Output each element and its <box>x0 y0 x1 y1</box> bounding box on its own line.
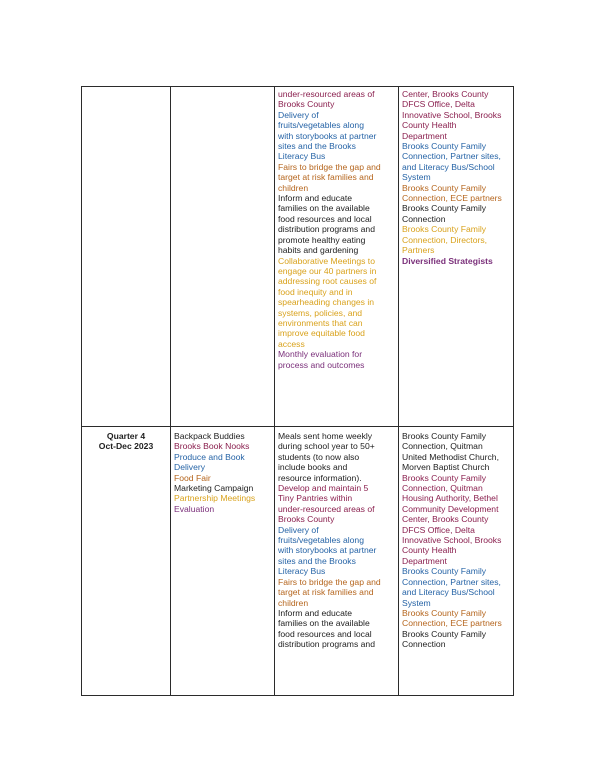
cell-line: Develop and maintain 5 <box>278 483 369 494</box>
program-schedule-table <box>81 86 514 696</box>
cell-line: Inform and educate <box>278 193 353 204</box>
cell-line: Brooks County Family <box>402 472 487 483</box>
cell-line: Fairs to bridge the gap and <box>278 576 381 587</box>
cell-line: Brooks Book Nooks <box>174 441 250 452</box>
cell-line: Connection <box>402 213 446 224</box>
cell-line: resource information). <box>278 472 362 483</box>
cell-line: fruits/vegetables along <box>278 120 364 131</box>
cell-line: Innovative School, Brooks <box>402 535 502 546</box>
cell-line: during school year to 50+ <box>278 441 375 452</box>
cell-line: children <box>278 182 309 193</box>
cell-line: Brooks County Family <box>402 182 487 193</box>
cell-line: fruits/vegetables along <box>278 535 364 546</box>
cell-line: food inequity and in <box>278 286 353 297</box>
cell-line: DFCS Office, Delta <box>402 524 475 535</box>
cell-line: students (to now also <box>278 451 360 462</box>
cell-line: Connection <box>402 639 446 650</box>
partners-cell <box>399 427 514 696</box>
cell-line: Literacy Bus <box>278 566 326 577</box>
cell-line: Brooks County Family <box>402 224 487 235</box>
quarter-dates: Oct-Dec 2023 <box>98 441 154 452</box>
cell-line: food resources and local <box>278 628 372 639</box>
cell-line: Delivery of <box>278 109 319 120</box>
cell-line: Brooks County Family <box>402 203 487 214</box>
cell-line: Marketing Campaign <box>174 483 254 494</box>
cell-line: Delivery of <box>278 524 319 535</box>
cell-line: distribution programs and <box>278 639 375 650</box>
cell-line: System <box>402 172 431 183</box>
cell-line: access <box>278 338 305 349</box>
cell-line: habits and gardening <box>278 245 359 256</box>
cell-line: families on the available <box>278 618 370 629</box>
cell-line: under-resourced areas of <box>278 503 375 514</box>
cell-line: environments that can <box>278 317 363 328</box>
cell-line: Delivery <box>174 462 206 473</box>
cell-line: Brooks County Family <box>402 141 487 152</box>
activities-list <box>278 89 395 370</box>
cell-line: Evaluation <box>174 503 215 514</box>
cell-line: and Literacy Bus/School <box>402 161 495 172</box>
programs-cell-empty <box>171 87 275 427</box>
cell-line: Brooks County <box>278 514 335 525</box>
cell-line: Partnership Meetings <box>174 493 256 504</box>
cell-line: Literacy Bus <box>278 151 326 162</box>
cell-line: Food Fair <box>174 472 211 483</box>
table-row <box>82 427 514 696</box>
table-row <box>82 87 514 427</box>
cell-line: with storybooks at partner <box>278 545 377 556</box>
cell-line: Housing Authority, Bethel <box>402 493 498 504</box>
cell-line: Collaborative Meetings to <box>278 255 375 266</box>
cell-line: with storybooks at partner <box>278 130 377 141</box>
cell-line: under-resourced areas of <box>278 89 375 99</box>
cell-line: families on the available <box>278 203 370 214</box>
cell-line: sites and the Brooks <box>278 141 356 152</box>
partners-cell <box>399 87 514 427</box>
cell-line: Department <box>402 555 447 566</box>
cell-line: sites and the Brooks <box>278 555 356 566</box>
cell-line: Morven Baptist Church <box>402 462 490 473</box>
cell-line: Connection, Quitman <box>402 441 483 452</box>
cell-line: process and outcomes <box>278 359 365 370</box>
cell-line: systems, policies, and <box>278 307 363 318</box>
cell-line: distribution programs and <box>278 224 375 235</box>
cell-line: spearheading changes in <box>278 297 375 308</box>
cell-line: System <box>402 597 431 608</box>
cell-line: County Health <box>402 120 457 131</box>
programs-cell <box>171 427 275 696</box>
quarter-label: Quarter 4 <box>106 431 146 441</box>
cell-line: Diversified Strategists <box>402 255 493 266</box>
cell-line: target at risk families and <box>278 172 374 183</box>
cell-line: Connection, Partner sites, <box>402 576 501 587</box>
activities-list <box>278 431 395 650</box>
cell-line: Brooks County Family <box>402 566 487 577</box>
partners-list <box>402 89 510 266</box>
cell-line: children <box>278 597 309 608</box>
programs-list <box>174 431 271 514</box>
cell-line: Connection, Partner sites, <box>402 151 501 162</box>
cell-line: include books and <box>278 462 348 473</box>
cell-line: Brooks County Family <box>402 628 487 639</box>
cell-line: Connection, ECE partners <box>402 193 502 204</box>
cell-line: Innovative School, Brooks <box>402 109 502 120</box>
cell-line: County Health <box>402 545 457 556</box>
cell-line: Connection, Quitman <box>402 483 483 494</box>
cell-line: target at risk families and <box>278 587 374 598</box>
cell-line: United Methodist Church, <box>402 451 499 462</box>
cell-line: and Literacy Bus/School <box>402 587 495 598</box>
cell-line: Connection, Directors, <box>402 234 488 245</box>
cell-line: Monthly evaluation for <box>278 349 363 360</box>
cell-line: promote healthy eating <box>278 234 366 245</box>
cell-line: improve equitable food <box>278 328 365 339</box>
cell-line: food resources and local <box>278 213 372 224</box>
cell-line: Inform and educate <box>278 607 353 618</box>
cell-line: Community Development <box>402 503 499 514</box>
partners-list <box>402 431 510 650</box>
activities-cell <box>275 427 399 696</box>
cell-line: Meals sent home weekly <box>278 431 373 441</box>
cell-line: Brooks County <box>278 99 335 110</box>
cell-line: Backpack Buddies <box>174 431 245 441</box>
cell-line: Connection, ECE partners <box>402 618 502 629</box>
quarter-cell-empty <box>82 87 171 427</box>
cell-line: Partners <box>402 245 435 256</box>
cell-line: Tiny Pantries within <box>278 493 353 504</box>
quarter-cell <box>82 427 171 696</box>
cell-line: Produce and Book <box>174 451 245 462</box>
cell-line: engage our 40 partners in <box>278 265 377 276</box>
cell-line: Fairs to bridge the gap and <box>278 161 381 172</box>
cell-line: Center, Brooks County <box>402 514 489 525</box>
cell-line: Brooks County Family <box>402 431 487 441</box>
cell-line: Department <box>402 130 447 141</box>
cell-line: addressing root causes of <box>278 276 377 287</box>
cell-line: Center, Brooks County <box>402 89 489 99</box>
activities-cell <box>275 87 399 427</box>
cell-line: DFCS Office, Delta <box>402 99 475 110</box>
cell-line: Brooks County Family <box>402 607 487 618</box>
